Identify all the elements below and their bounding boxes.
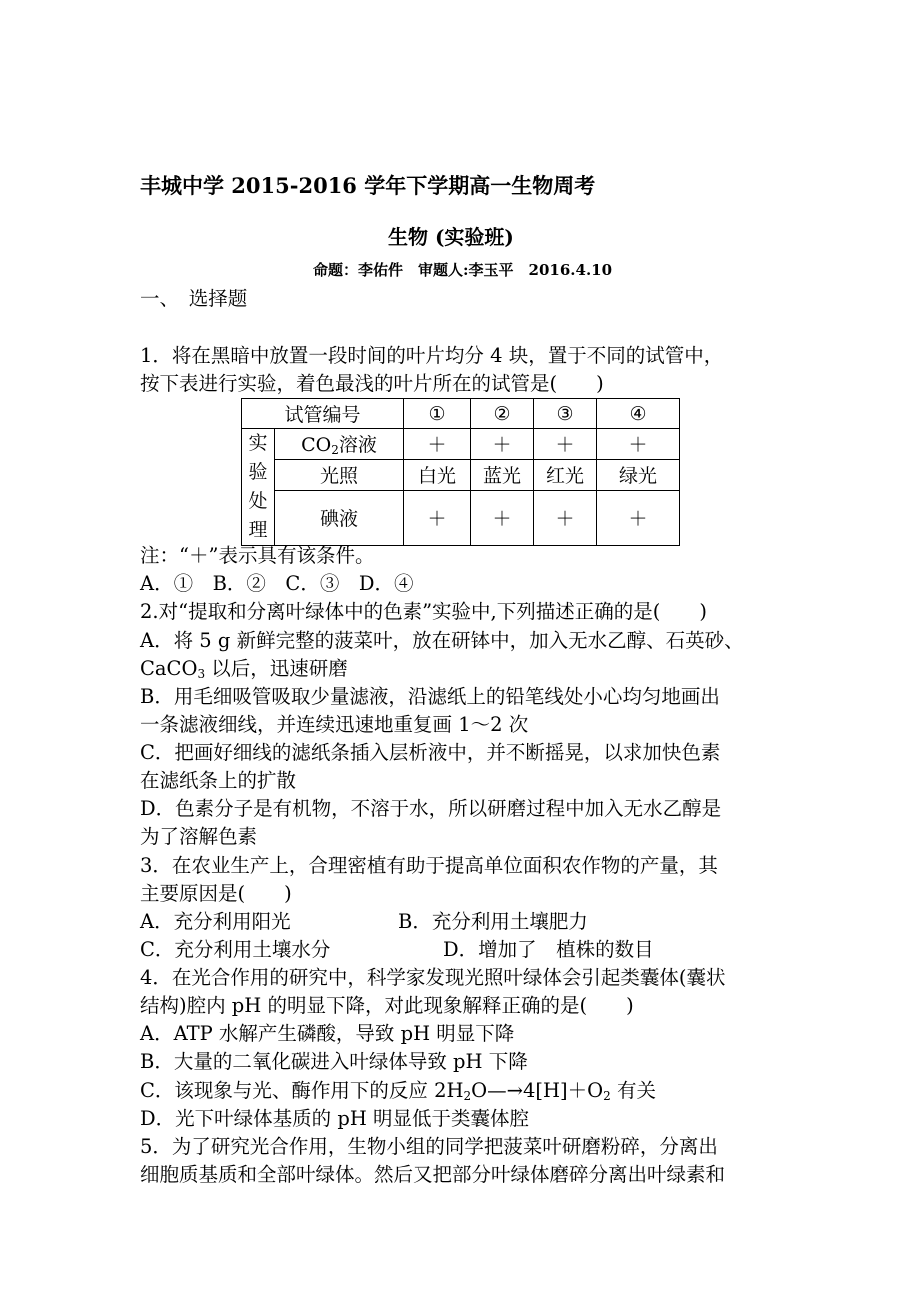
section-heading: 一、 选择题: [140, 287, 248, 310]
table-cell: ＋: [471, 429, 534, 460]
tube-header: ④: [597, 399, 680, 429]
q5-stem-line1: 5．为了研究光合作用，生物小组的同学把菠菜叶研磨粉碎，分离出: [140, 1135, 718, 1158]
table-cell: 红光: [534, 459, 597, 490]
q4-stem-line2: 结构)腔内 pH 的明显下降，对此现象解释正确的是( ): [140, 994, 634, 1017]
table-cell: ＋: [597, 490, 680, 545]
q2-stem: 2.对“提取和分离叶绿体中的色素”实验中,下列描述正确的是( ): [140, 600, 707, 623]
row-label-iodine: 碘液: [275, 490, 404, 545]
q4-option-a: A．ATP 水解产生磷酸，导致 pH 明显下降: [140, 1022, 515, 1045]
author-line: 命题：李佑件 审题人:李玉平 2016.4.10: [313, 261, 613, 279]
q4-option-d: D．光下叶绿体基质的 pH 明显低于类囊体腔: [140, 1107, 530, 1130]
table-cell: ＋: [471, 490, 534, 545]
table-cell: 白光: [404, 459, 471, 490]
q1-options: A．① B．② C．③ D．④: [140, 572, 414, 595]
q2-option-d-line1: D．色素分子是有机物，不溶于水，所以研磨过程中加入无水乙醇是: [140, 797, 722, 820]
q5-stem-line2: 细胞质基质和全部叶绿体。然后又把部分叶绿体磨碎分离出叶绿素和: [140, 1163, 726, 1186]
q4-option-c: C．该现象与光、酶作用下的反应 $2H_2O—\to 4[H]+O_2$ 有关: [140, 1079, 656, 1103]
q4-option-b: B．大量的二氧化碳进入叶绿体导致 pH 下降: [140, 1050, 528, 1073]
q2-option-a-line1: A．将 5 g 新鲜完整的菠菜叶，放在研钵中，加入无水乙醇、石英砂、: [140, 629, 744, 652]
table-cell: ＋: [597, 429, 680, 460]
experiment-table: [241, 398, 680, 546]
q1-note: 注：“＋”表示具有该条件。: [140, 544, 375, 567]
tube-header: ①: [404, 399, 471, 429]
page-subtitle: 生物 (实验班): [388, 225, 514, 249]
table-cell: ＋: [534, 490, 597, 545]
tube-header: ③: [534, 399, 597, 429]
q2-option-b-line2: 一条滤液细线，并连续迅速地重复画 1～2 次: [140, 713, 529, 736]
q4-stem-line1: 4．在光合作用的研究中，科学家发现光照叶绿体会引起类囊体(囊状: [140, 966, 726, 989]
q3-option-a: A．充分利用阳光: [140, 910, 291, 933]
q3-option-b: B．充分利用土壤肥力: [398, 910, 588, 933]
table-cell: 绿光: [597, 459, 680, 490]
treatment-group-label: 实 验 处 理: [242, 429, 275, 546]
table-cell: ＋: [534, 429, 597, 460]
tube-header: ②: [471, 399, 534, 429]
q2-option-a-line2: CaCO$_3$ 以后，迅速研磨: [140, 657, 348, 681]
q2-option-b-line1: B．用毛细吸管吸取少量滤液，沿滤纸上的铅笔线处小心均匀地画出: [140, 685, 720, 708]
q3-stem-line1: 3．在农业生产上，合理密植有助于提高单位面积农作物的产量，其: [140, 854, 718, 877]
q1-stem-line2: 按下表进行实验，着色最浅的叶片所在的试管是( ): [140, 372, 604, 395]
q2-option-c-line1: C．把画好细线的滤纸条插入层析液中，并不断摇晃，以求加快色素: [140, 741, 721, 764]
table-cell: ＋: [404, 429, 471, 460]
row-label-co2: $CO_2$溶液: [275, 429, 404, 460]
table-header-label: 试管编号: [242, 399, 404, 429]
q2-option-d-line2: 为了溶解色素: [140, 825, 258, 848]
row-label-light: 光照: [275, 459, 404, 490]
q3-option-d: D．增加了 植株的数目: [443, 938, 654, 961]
q1-stem-line1: 1．将在黑暗中放置一段时间的叶片均分 4 块，置于不同的试管中，: [140, 344, 724, 367]
q2-option-c-line2: 在滤纸条上的扩散: [140, 769, 297, 792]
page-title: 丰城中学 2015-2016 学年下学期高一生物周考: [140, 173, 596, 198]
table-cell: 蓝光: [471, 459, 534, 490]
q3-option-c: C．充分利用土壤水分: [140, 938, 331, 961]
q3-stem-line2: 主要原因是( ): [140, 882, 292, 905]
table-cell: ＋: [404, 490, 471, 545]
